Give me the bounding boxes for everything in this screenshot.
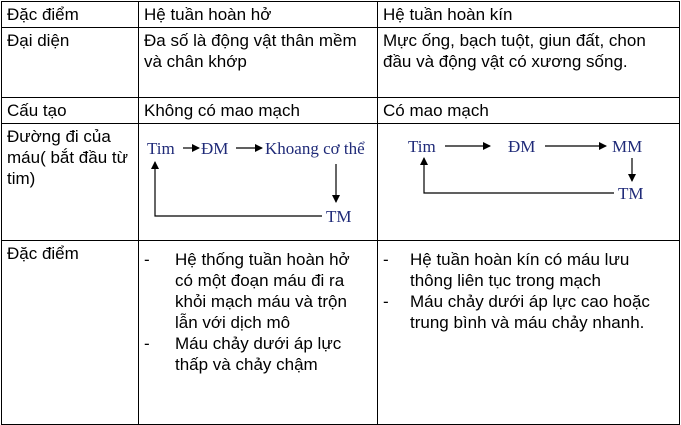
header-feature: Đặc điểm	[2, 2, 139, 28]
row-label-representatives: Đại diện	[2, 28, 139, 98]
closed-characteristics	[378, 241, 680, 425]
header-closed-circulation: Hệ tuần hoàn kín	[378, 2, 680, 28]
open-representatives: Đa số là động vật thân mềm và chân khớp	[139, 28, 378, 98]
bullet-dash: -	[383, 292, 389, 311]
list-item: - Máu chảy dưới áp lực cao hoặc trung bình và máu chảy nhanh.	[383, 292, 650, 332]
open-node-artery: ĐM	[201, 139, 229, 158]
closed-node-heart: Tim	[408, 137, 436, 156]
closed-flow-diagram	[378, 124, 680, 241]
closed-arrow-vein-heart	[424, 158, 614, 193]
closed-structure: Có mao mạch	[378, 98, 680, 124]
open-characteristics	[139, 241, 378, 425]
closed-blood-path-diagram	[378, 124, 680, 241]
bullet-dash: -	[144, 334, 150, 353]
open-arrow-vein-heart	[155, 162, 322, 216]
bullet-dash: -	[144, 250, 150, 269]
row-label-characteristics: Đặc điểm	[2, 241, 139, 425]
comparison-table	[1, 1, 680, 425]
closed-node-vein: TM	[618, 184, 644, 203]
list-item: - Hệ thống tuần hoàn hở có một đoạn máu đi ra khỏi mạch máu và trộn lẫn với dịch mô	[144, 250, 350, 332]
row-label-structure: Cấu tạo	[2, 98, 139, 124]
row-blood-path	[2, 124, 680, 241]
closed-node-artery: ĐM	[508, 137, 536, 156]
header-row	[2, 2, 680, 28]
row-representatives	[2, 28, 680, 98]
row-structure	[2, 98, 680, 124]
open-blood-path-diagram	[139, 124, 378, 241]
row-label-blood-path: Đường đi của máu( bắt đầu từ tim)	[2, 124, 139, 241]
open-flow-diagram	[139, 124, 378, 241]
list-item: - Hệ tuần hoàn kín có máu lưu thông liên tục trong mạch	[383, 250, 630, 290]
closed-node-capillary: MM	[612, 137, 643, 156]
open-node-vein: TM	[326, 207, 352, 226]
open-structure: Không có mao mạch	[139, 98, 378, 124]
closed-characteristics-list	[383, 249, 674, 333]
closed-representatives: Mực ống, bạch tuột, giun đất, chon đầu và động vật có xương sống.	[378, 28, 680, 98]
open-node-cavity: Khoang cơ thể	[265, 139, 365, 158]
bullet-dash: -	[383, 250, 389, 269]
open-node-heart: Tim	[147, 139, 175, 158]
header-open-circulation: Hệ tuần hoàn hở	[139, 2, 378, 28]
open-characteristics-list	[144, 249, 372, 375]
list-item: - Máu chảy dưới áp lực thấp và chảy chậm	[144, 334, 342, 374]
row-characteristics	[2, 241, 680, 425]
